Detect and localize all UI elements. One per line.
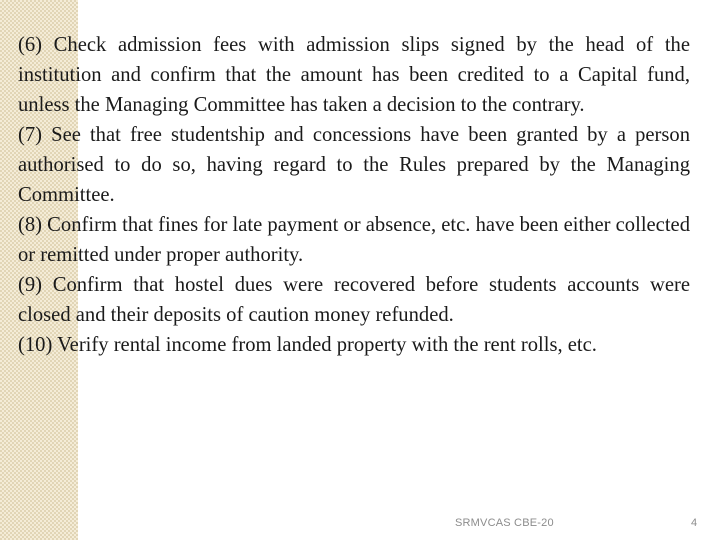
paragraph-item-8: (8) Confirm that fines for late payment or absence, etc. have been either collected or remitted under proper authority. [18, 214, 690, 266]
footer-text: SRMVCAS CBE-20 [455, 517, 554, 529]
page-number: 4 [691, 517, 698, 529]
paragraph-item-6: (6) Check admission fees with admission slips signed by the head of the institution and confirm that the amount has been credited to a Capital fund, unless the Managing Committee has taken a decision to the contrary. [18, 34, 690, 116]
slide-body [18, 30, 690, 360]
paragraph-item-7: (7) See that free studentship and concessions have been granted by a person authorised to do so, having regard to the Rules prepared by the Managing Committee. [18, 124, 690, 206]
paragraph-item-10: (10) Verify rental income from landed property with the rent rolls, etc. [18, 334, 597, 356]
paragraph-item-9: (9) Confirm that hostel dues were recovered before students accounts were closed and their deposits of caution money refunded. [18, 274, 690, 326]
